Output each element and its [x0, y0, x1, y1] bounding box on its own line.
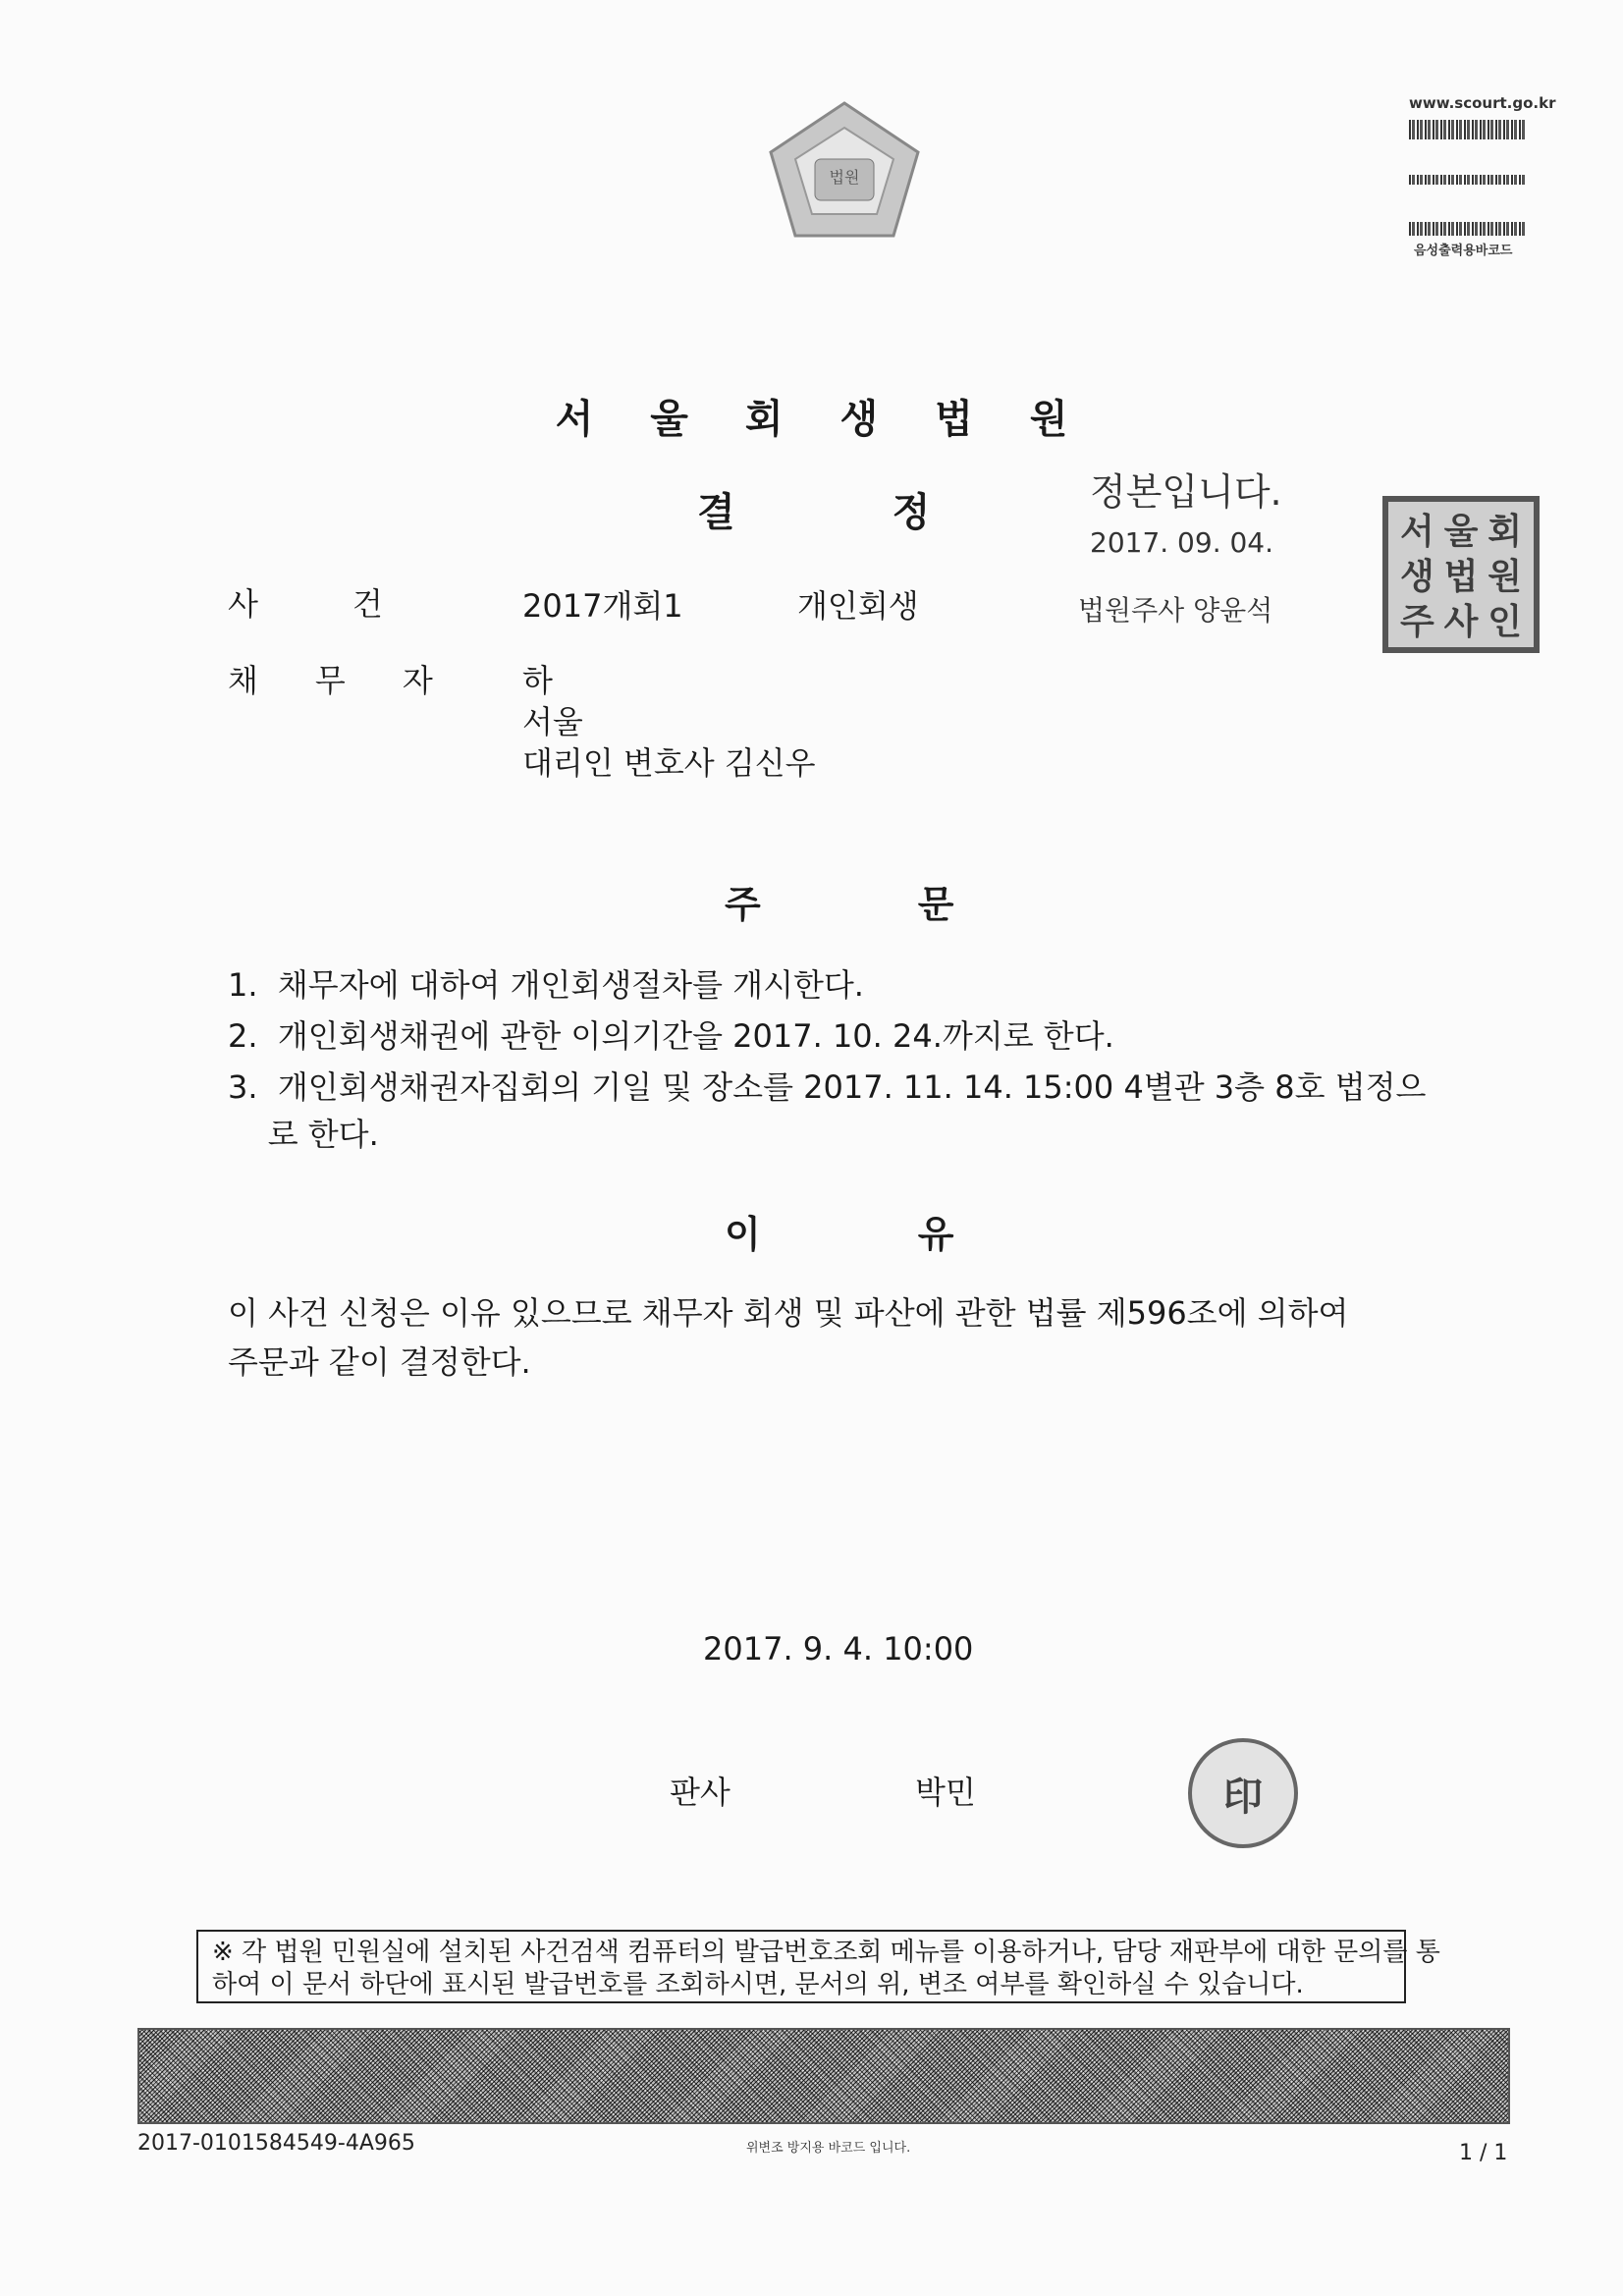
anti-forgery-barcode [137, 2028, 1510, 2124]
case-type: 개인회생 [797, 587, 919, 625]
order-item: 1. 채무자에 대하여 개인회생절차를 개시한다. [228, 966, 864, 1004]
doc-title: 결정 [697, 490, 1088, 535]
seal-char: 회 [1488, 511, 1523, 552]
barcode-caption: 음성출력용바코드 [1414, 244, 1513, 258]
signature-datetime: 2017. 9. 4. 10:00 [703, 1630, 974, 1667]
issue-number: 2017-0101584549-4A965 [137, 2131, 415, 2156]
order-item: 3. 개인회생채권자집회의 기일 및 장소를 2017. 11. 14. 15:00 4별관 3층 8호 법정으 [228, 1068, 1427, 1106]
seal-char: 주 [1399, 601, 1434, 642]
court-emblem [761, 98, 928, 246]
reason-line: 주문과 같이 결정한다. [228, 1343, 531, 1381]
notice-line: 하여 이 문서 하단에 표시된 발급번호를 조회하시면, 문서의 위, 변조 여부를 확인하실 수 있습니다. [212, 1970, 1304, 1999]
reason-line: 이 사건 신청은 이유 있으므로 채무자 회생 및 파산에 관한 법률 제596조에 의하여 [228, 1294, 1349, 1332]
verification-notice [196, 1930, 1440, 2003]
judge-title: 판사 [670, 1774, 730, 1811]
reason-heading: 이유 [725, 1213, 1111, 1256]
judge-seal: 印 [1188, 1738, 1298, 1848]
notice-line: ※ 각 법원 민원실에 설치된 사건검색 컴퓨터의 발급번호조회 메뉴를 이용하거나, 담당 재판부에 대한 문의를 통 [212, 1938, 1440, 1967]
debtor-label: 채무자 [228, 662, 490, 699]
barcode-2 [1409, 175, 1525, 185]
seal-char: 인 [1488, 601, 1523, 642]
order-item: 로 한다. [228, 1116, 379, 1153]
certification-date: 2017. 09. 04. [1090, 526, 1274, 559]
case-label: 사건 [228, 585, 477, 623]
barcode-3 [1409, 222, 1525, 236]
judge-name: 박민 [915, 1774, 976, 1811]
case-number: 2017개회1 [522, 587, 683, 625]
clerk-seal [1382, 496, 1540, 653]
seal-char: 원 [1488, 556, 1523, 597]
website-url: www.scourt.go.kr [1409, 94, 1556, 112]
order-item: 2. 개인회생채권에 관한 이의기간을 2017. 10. 24.까지로 한다. [228, 1017, 1114, 1055]
barcode-caption-footer: 위변조 방지용 바코드 입니다. [746, 2141, 911, 2156]
page-number: 1 / 1 [1459, 2141, 1508, 2165]
certification-text: 정본입니다. [1090, 470, 1282, 514]
debtor-address: 서울 [522, 703, 583, 740]
seal-char: 생 [1399, 556, 1434, 597]
order-heading: 주문 [725, 883, 1111, 926]
seal-char: 사 [1443, 601, 1479, 642]
seal-char: 법 [1443, 556, 1479, 597]
barcode-1 [1409, 120, 1525, 139]
court-name: 서울회생법원 [555, 397, 1125, 442]
debtor-name: 하 [522, 662, 553, 699]
emblem-text: 법원 [829, 168, 860, 187]
seal-char: 울 [1443, 511, 1479, 552]
certification-clerk: 법원주사 양윤석 [1078, 594, 1273, 627]
seal-char: 서 [1399, 511, 1434, 552]
debtor-agent: 대리인 변호사 김신우 [522, 744, 816, 782]
